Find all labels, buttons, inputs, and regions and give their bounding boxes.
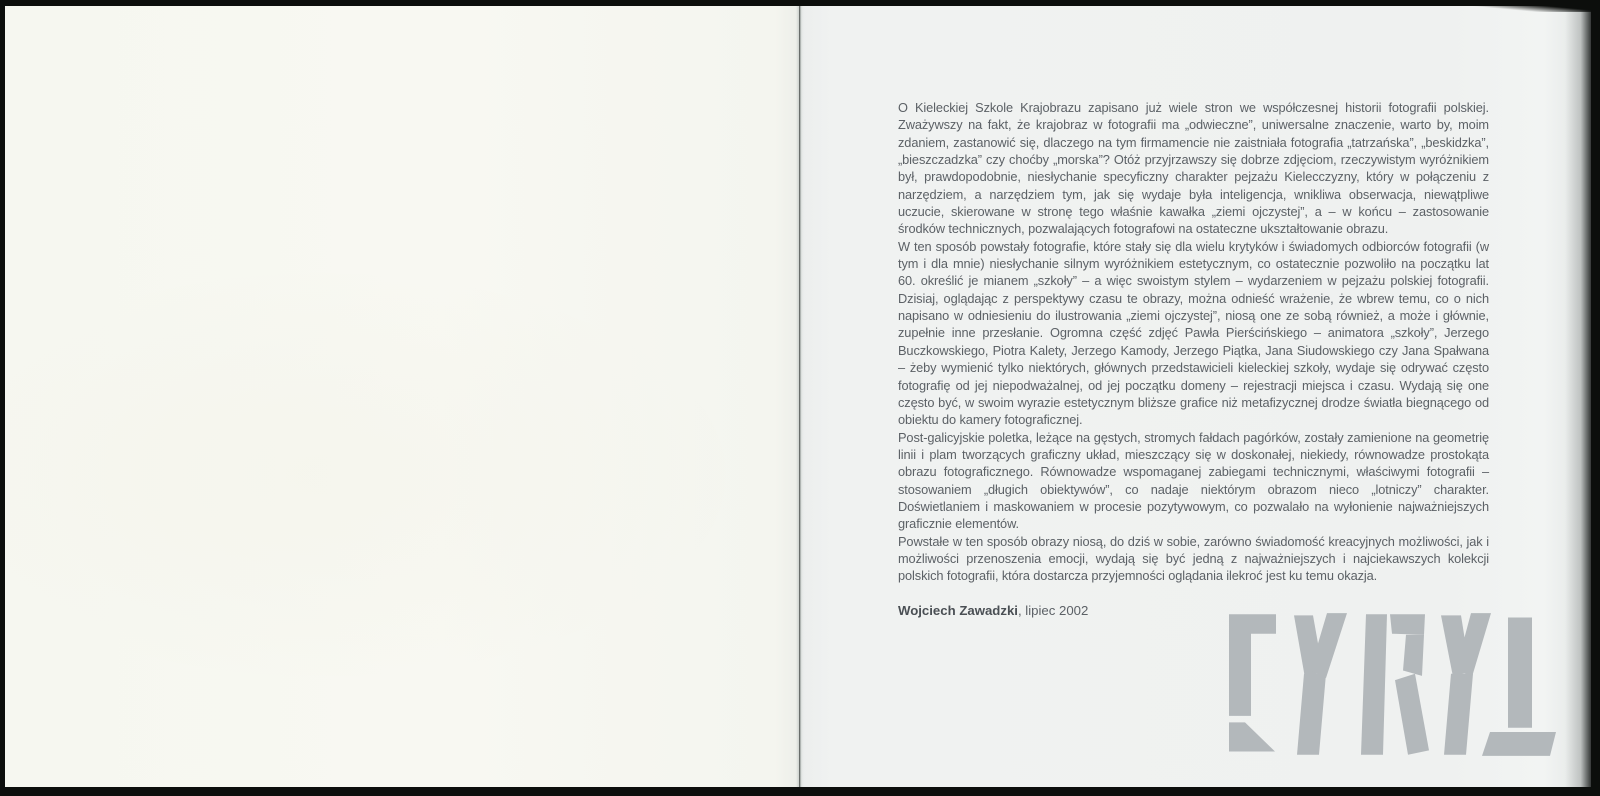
essay-text-block	[898, 99, 1489, 619]
watermark-letter-r	[1361, 614, 1429, 755]
watermark-letter-y1	[1294, 613, 1347, 755]
watermark-letter-c	[1229, 614, 1276, 751]
scan-border-left	[0, 0, 5, 796]
page-gutter-fold	[796, 6, 804, 787]
scan-border-top	[0, 0, 1600, 6]
scan-border-top-right	[1470, 0, 1600, 12]
blank-left-page	[5, 6, 799, 787]
cyryl-watermark	[1199, 611, 1559, 758]
author-name: Wojciech Zawadzki	[898, 602, 1018, 618]
signature-date: , lipiec 2002	[1017, 602, 1089, 618]
essay-paragraph-1: O Kieleckiej Szkole Krajobrazu zapisano już wiele stron we współczesnej historii fotografii polskiej. Zważywszy na fakt, że krajobraz w fotografii ma „odwieczne”, uniwersalne znaczenie, warto by, moim zdaniem, zastanowić się, dlaczego na tym firmamencie nie zaistniała fotografia „tatrzańska”, „beskidzka”, „bieszczadzka” czy choćby „morska”? Otóż przyjrzawszy się dobrze zdjęciom, rzeczywistym wyróżnikiem był, prawdopodobnie, niesłychanie specyficzny charakter pejzażu Kielecczyzny, który w połączeniu z narzędziem, a narzędziem tym, jak się wydaje była inteligencja, wnikliwa obserwacja, niewątpliwe uczucie, skierowane w stronę tego właśnie kawałka „ziemi ojczystej”, a – w końcu – zastosowanie środków technicznych, pozwalających fotografowi na ostateczne ukształtowanie obrazu.	[898, 100, 1489, 237]
author-signature	[898, 602, 1489, 619]
watermark-letter-l	[1482, 617, 1556, 755]
essay-paragraph-2: W ten sposób powstały fotografie, które stały się dla wielu krytyków i świadomych odbiorców fotografii (w tym i dla mnie) niesłychanie silnym wyróżnikiem estetycznym, co ostatecznie pozwoliło na początku lat 60. określić je mianem „szkoły” – a więc swoistym stylem – wydarzeniem w pejzażu polskiej fotografii. Dzisiaj, oglądając z perspektywy czasu te obrazy, można odnieść wrażenie, że wbrew temu, co o nich napisano w odniesieniu do ilustrowania „ziemi ojczystej”, niosą one ze sobą również, a może i głównie, zupełnie inne przesłanie. Ogromna część zdjęć Pawła Pierścińskiego – animatora „szkoły”, Jerzego Buczkowskiego, Piotra Kalety, Jerzego Kamody, Jerzego Piątka, Jana Siudowskiego czy Jana Spałwana – żeby wymienić tylko niektórych, głównych przedstawicieli kieleckiej szkoły, wydaje się odrywać często fotografię od jej niepodważalnej, od jej początku domeny – rejestracji miejsca i czasu. Wydają się one często być, w swoim wyrazie estetycznym bliższe grafice niż metafizycznej drodze światła biegnącego od obiektu do kamery fotograficznej.	[898, 238, 1489, 428]
page-edge-shadow	[1565, 6, 1591, 787]
essay-paragraph-4: Powstałe w ten sposób obrazy niosą, do dziś w sobie, zarówno świadomość kreacyjnych możliwości, jak i możliwości przenoszenia emocji, wydają się być jedną z najważniejszych i najciekawszych kolekcji polskich fotografii, która dostarcza przyjemności oglądania ilekroć jest ku temu okazja.	[898, 533, 1489, 584]
scan-border-right	[1591, 0, 1600, 796]
essay-paragraph-3: Post-galicyjskie poletka, leżące na gęstych, stromych fałdach pagórków, zostały zamienione na geometrię linii i plam tworzących graficzny układ, mieszczący się w doskonałej, niekiedy, równowadze prostokąta obrazu fotograficznego. Równowadze wspomaganej zabiegami technicznymi, właściwymi fotografii – stosowaniem „długich obiektywów”, co nadaje niektórym obrazom nieco „lotniczy” charakter. Doświetlaniem i maskowaniem w procesie pozytywowym, co pozwalało na wyłonienie najważniejszych graficznie elementów.	[898, 429, 1489, 532]
scan-border-bottom	[0, 787, 1600, 796]
watermark-letter-y2	[1441, 613, 1491, 755]
